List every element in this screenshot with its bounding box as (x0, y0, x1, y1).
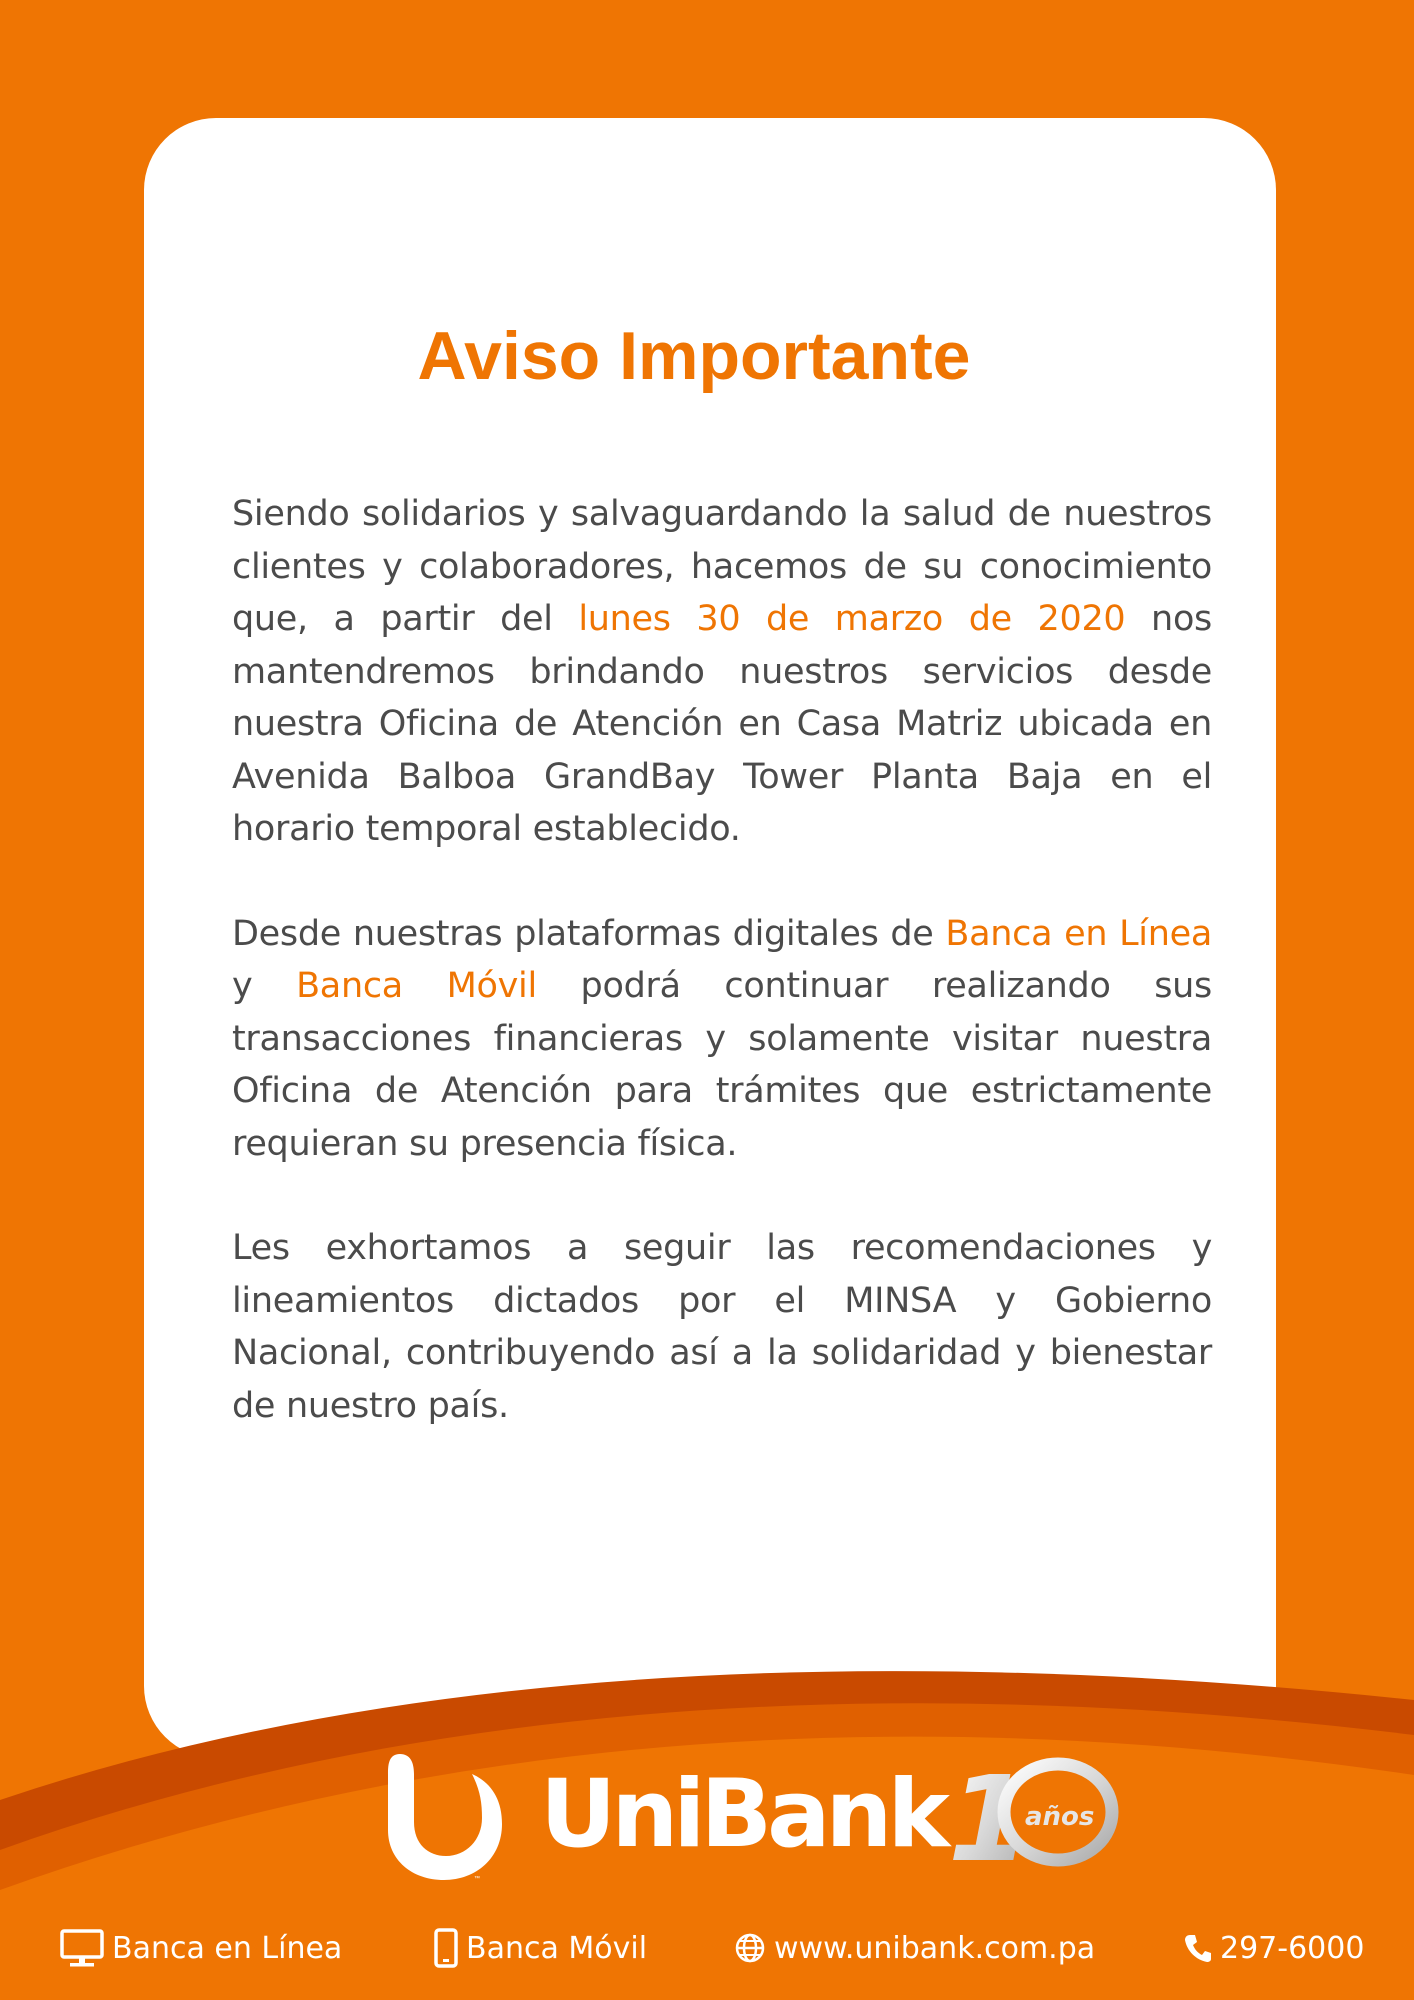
effective-date: lunes 30 de marzo de 2020 (578, 599, 1126, 639)
paragraph-2 (232, 908, 1212, 1171)
paragraph-1-intro: Siendo solidarios y salvaguardando la salud de nuestros clientes y colaboradores, hacemos de su conocimiento que, a partir del (232, 494, 1212, 639)
footer-website-label: www.unibank.com.pa (774, 1930, 1096, 1966)
footer-website[interactable] (734, 1920, 1095, 1976)
notice-title: Aviso Importante (417, 318, 971, 394)
paragraph-2-rest: podrá continuar realizando sus transacciones financieras y solamente visitar nuestra Oficina de Atención para trámites que estrictamente requieran su presencia física. (232, 966, 1212, 1164)
footer-online-banking-label: Banca en Línea (112, 1930, 343, 1966)
paragraph-2-intro: Desde nuestras plataformas digitales de (232, 913, 946, 954)
footer-phone-label: 297-6000 (1220, 1930, 1365, 1966)
globe-icon (734, 1932, 766, 1964)
paragraph-2-conjunction: y (232, 966, 297, 1006)
footer-mobile-banking-label: Banca Móvil (466, 1930, 648, 1966)
anniversary-number-one: 1 (948, 1752, 1031, 1868)
online-banking-mention: Banca en Línea (945, 913, 1212, 954)
anniversary-text: años (1025, 1802, 1095, 1832)
footer-contact-bar (0, 1920, 1414, 1976)
paragraph-3: Les exhortamos a seguir las recomendaciones y lineamientos dictados por el MINSA y Gobierno Nacional, contribuyendo así a la solidaridad y bienestar de nuestro país. (232, 1228, 1212, 1426)
trademark-symbol: ™ (474, 1876, 480, 1882)
mobile-banking-mention: Banca Móvil (296, 966, 537, 1006)
unibank-logo-mark (386, 1752, 506, 1882)
anniversary-badge (948, 1752, 1124, 1868)
smartphone-icon (434, 1928, 458, 1968)
paragraph-1 (232, 488, 1212, 856)
paragraph-1-rest: nos mantendremos brindando nuestros servicios desde nuestra Oficina de Atención en Casa Matriz ubicada en Avenida Balboa GrandBay Tower Planta Baja en el horario temporal establecido. (232, 599, 1212, 849)
footer-phone[interactable] (1184, 1920, 1364, 1976)
phone-icon (1184, 1933, 1212, 1963)
monitor-icon (60, 1928, 104, 1968)
notice-body (232, 488, 1212, 1484)
footer-mobile-banking[interactable] (434, 1920, 647, 1976)
footer-online-banking[interactable] (60, 1920, 342, 1976)
brand-wordmark: UniBank (540, 1760, 945, 1869)
